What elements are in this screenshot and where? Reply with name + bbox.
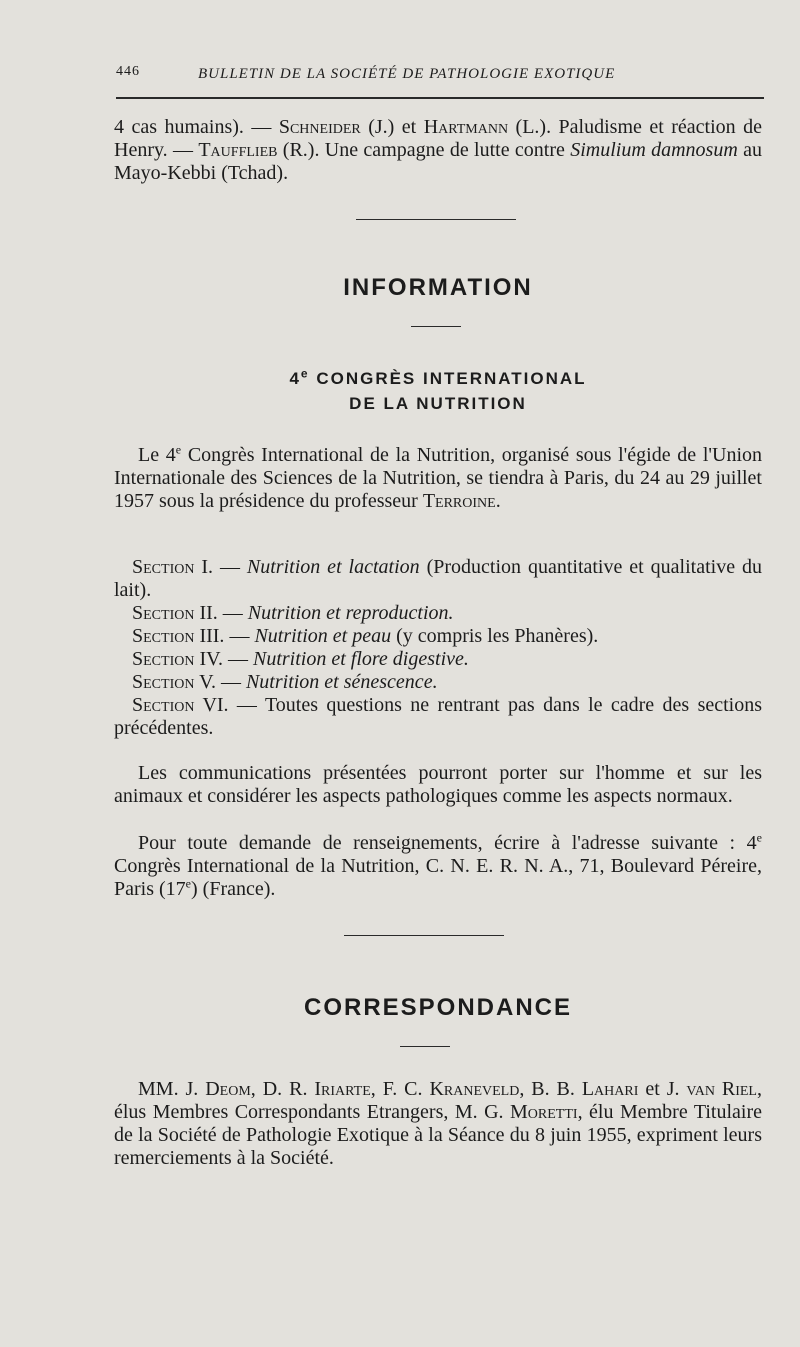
congress-intro: Le 4e Congrès International de la Nutrition, organisé sous l'égide de l'Union Internationale des Sciences de la Nutrition, se tiendra à Paris, du 24 au 29 juillet 1957 sous la présidence du professeur Terroine. xyxy=(114,442,763,512)
member-name: Kraneveld xyxy=(429,1078,520,1100)
member-name: Lahari xyxy=(581,1078,639,1100)
member-name: Iriarte xyxy=(314,1078,371,1100)
member-name: Deom xyxy=(205,1078,251,1100)
section-item: Section IV. — Nutrition et flore digestive. xyxy=(132,648,469,670)
section-item: Section VI. — Toutes questions ne rentrant pas dans le cadre des sections précédentes. xyxy=(114,694,763,739)
congress-subheading: 4e CONGRÈS INTERNATIONAL DE LA NUTRITION xyxy=(289,366,587,413)
member-name: van Riel xyxy=(686,1078,757,1100)
species-name: Simulium damnosum xyxy=(570,139,738,161)
information-heading: INFORMATION xyxy=(343,274,533,301)
bibliography-continuation: 4 cas humains). — Schneider (J.) et Hartmann (L.). Paludisme et réaction de Henry. — Taufflieb (R.). Une campagne de lutte contre Simulium damnosum au Mayo-Kebbi (Tchad). xyxy=(114,116,762,184)
member-name: Moretti xyxy=(510,1101,578,1123)
communications-paragraph: Les communications présentées pourront porter sur l'homme et sur les animaux et considérer les aspects pathologiques comme les aspects normaux. xyxy=(114,762,762,807)
section-item: Section I. — Nutrition et lactation (Production quantitative et qualitative du lait). xyxy=(114,556,762,601)
section-item: Section II. — Nutrition et reproduction. xyxy=(132,602,454,624)
correspondance-heading: CORRESPONDANCE xyxy=(303,994,573,1021)
heading-underline xyxy=(411,326,461,327)
author-name: Taufflieb xyxy=(198,139,278,161)
president-name: Terroine xyxy=(422,490,496,512)
contact-paragraph: Pour toute demande de renseignements, écrire à l'adresse suivante : 4e Congrès International de la Nutrition, C. N. E. R. N. A., 71, Boulevard Péreire, Paris (17e) (France). xyxy=(114,830,762,900)
section-divider xyxy=(344,935,504,936)
section-item: Section III. — Nutrition et peau (y compris les Phanères). xyxy=(132,625,599,647)
correspondance-paragraph: MM. J. Deom, D. R. Iriarte, F. C. Kraneveld, B. B. Lahari et J. van Riel, élus Membres Correspondants Etrangers, M. G. Moretti, élu Membre Titulaire de la Société de Pathologie Exotique à la Séance du 8 juin 1955, expriment leurs remerciements à la Société. xyxy=(114,1078,762,1169)
journal-title: BULLETIN DE LA SOCIÉTÉ DE PATHOLOGIE EXOTIQUE xyxy=(198,66,616,82)
sections-list xyxy=(114,556,762,740)
heading-underline xyxy=(400,1046,450,1047)
section-divider xyxy=(356,219,516,220)
header-rule xyxy=(116,97,764,99)
author-name: Hartmann xyxy=(423,116,509,138)
page-number: 446 xyxy=(116,64,140,79)
section-item: Section V. — Nutrition et sénescence. xyxy=(132,671,438,693)
author-name: Schneider xyxy=(278,116,361,138)
